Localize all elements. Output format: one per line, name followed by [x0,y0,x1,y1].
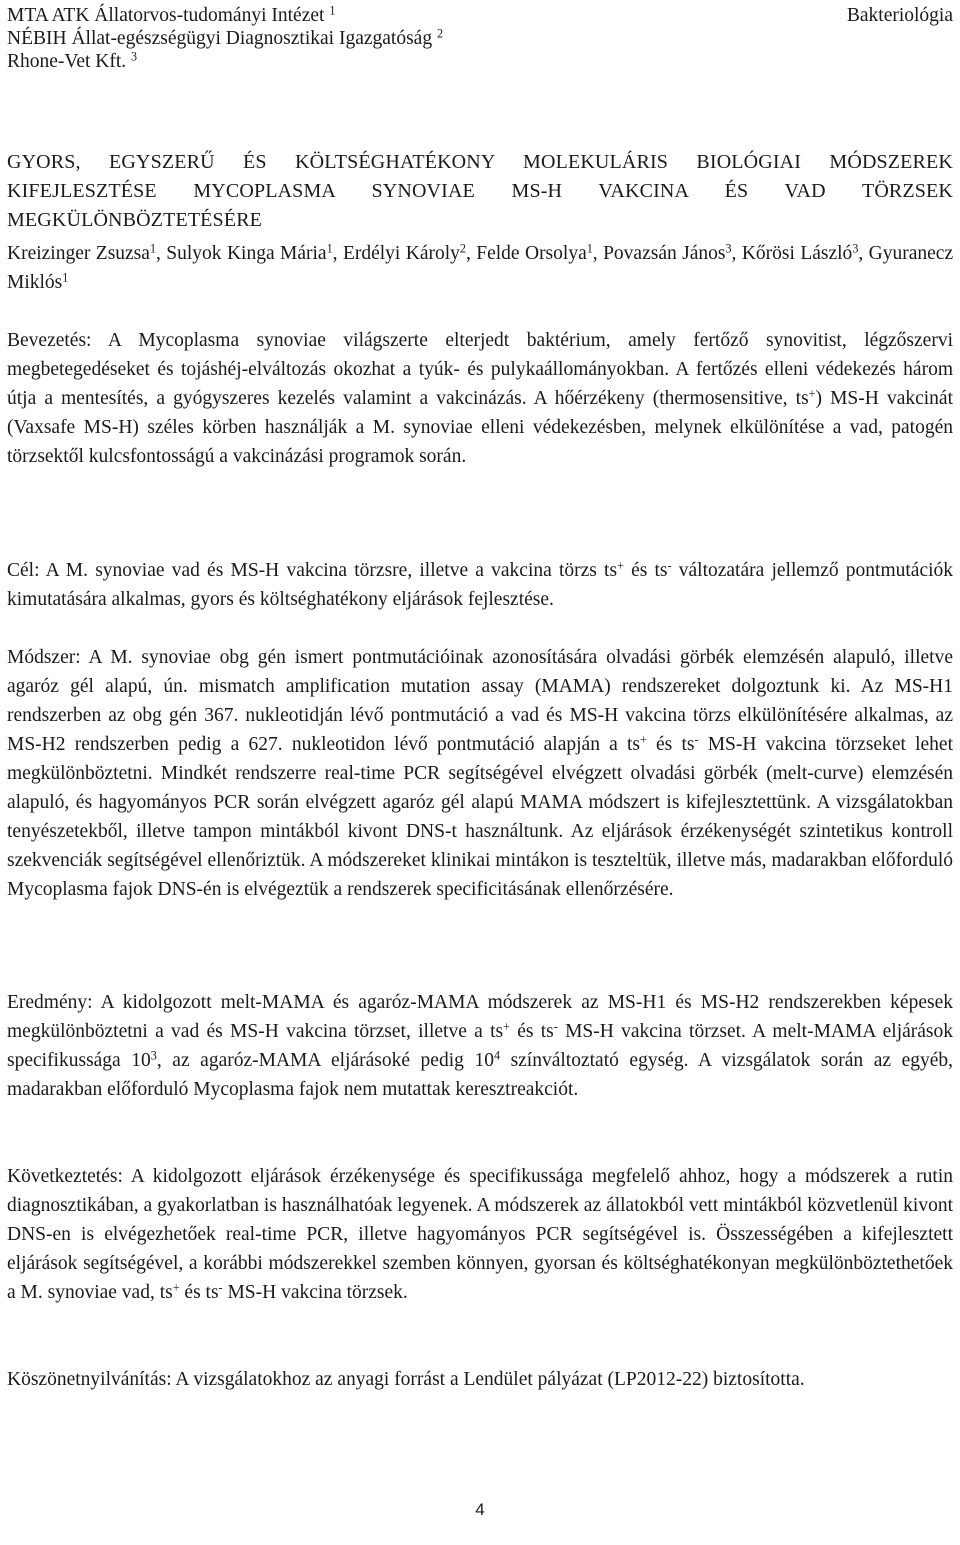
author-name: Sulyok Kinga Mária [166,243,327,264]
text-run: változatára jellemző pontmutációk kimutatására alkalmas, gyors és költséghatékony eljárások fejlesztése. [7,560,954,610]
author-separator: , [592,243,604,264]
acknowledgement-paragraph: Köszönetnyilvánítás: A vizsgálatokhoz az anyagi forrást a Lendület pályázat (LP2012-22) biztosította. [7,1369,805,1390]
author-separator: , [731,243,742,264]
text-run: , az agaróz-MAMA eljárásoké pedig 10 [156,1050,494,1071]
text-run: MS-H vakcina törzset. A melt-MAMA eljárások specifikussága 10 [7,1021,954,1071]
superscript: - [553,1019,558,1034]
text-run: és ts [509,1021,554,1042]
author-name: Povazsán János [603,243,726,264]
author-separator: , [858,243,869,264]
text-run: Következtetés: A kidolgozott eljárások érzékenysége és specifikussága megfelelő ahhoz, hogy a módszerek a rutin diagnosztikában, a gyakorlatban is használhatóak legyenek. A módszerek az állatokból vett mintákból közvetlenül kivont DNS-en is elvégezhetőek real-time PCR, illetve hagyományos PCR segítségével is. Összességében a kifejlesztett eljárások segítségével, a korábbi módszerekkel szemben könnyen, gyorsan és költséghatékonyan megkülönböztethetőek a M. synoviae vad, ts [7,1166,953,1303]
author-affiliation-mark: 2 [459,241,466,256]
superscript: + [172,1280,180,1295]
superscript: 4 [493,1048,500,1063]
author-name: Erdélyi Károly [342,243,460,264]
author-separator: , [155,243,167,264]
text-run: MS-H vakcina törzsek. [222,1282,408,1303]
affiliation-mark: 3 [131,49,138,64]
affiliation-name: NÉBIH Állat-egészségügyi Diagnosztikai Igazgatóság [7,28,433,49]
author-name: Kreizinger Zsuzsa [7,243,150,264]
superscript: 3 [150,1048,157,1063]
superscript: + [640,732,647,747]
page-header [7,4,953,73]
text-run: és ts [623,560,668,581]
superscript: + [617,558,624,573]
method-paragraph [7,643,953,904]
superscript: - [694,732,699,747]
affiliation-name: MTA ATK Állatorvos-tudományi Intézet [7,5,325,26]
text-run: és ts [646,734,695,755]
text-run: színváltoztató egység. A vizsgálatok során az egyéb, madarakban előforduló Mycoplasma fajok nem mutattak keresztreakciót. [7,1050,954,1100]
goal-paragraph [7,556,953,614]
superscript: + [808,386,816,401]
result-paragraph [7,988,953,1104]
text-run: és ts [179,1282,219,1303]
text-run: Bevezetés: A Mycoplasma synoviae világszerte elterjedt baktérium, amely fertőző synovitist, légzőszervi megbetegedéseket és tojáshéj-elváltozás okozhat a tyúk- és pulykaállományokban. A fertőzés elleni védekezés három útja a mentesítés, a gyógyszeres kezelés valamint a vakcinázás. A hőérzékeny (thermosensitive, ts [7,330,953,409]
author-separator: , [332,243,343,264]
author-affiliation-mark: 3 [852,241,859,256]
paper-title: GYORS, EGYSZERŰ ÉS KÖLTSÉGHATÉKONY MOLEKULÁRIS BIOLÓGIAI MÓDSZEREK KIFEJLESZTÉSE MYCOPLASMA SYNOVIAE MS-H VAKCINA ÉS VAD TÖRZSEK MEGKÜLÖNBÖZTETÉSÉRE [7,151,953,231]
affiliation-line [7,27,953,50]
superscript: + [503,1019,510,1034]
author-separator: , [465,243,477,264]
text-run: ) MS-H vakcinát (Vaxsafe MS-H) széles körben használják a M. synoviae elleni védekezésben, melynek elkülönítése a vad, patogén törzsektől kulcsfontosságú a vakcinázási programok során. [7,388,953,467]
text-run: MS-H vakcina törzseket lehet megkülönböztetni. Mindkét rendszerre real-time PCR segítségével elvégzett olvadási görbék (melt-curve) elemzésén alapuló, és hagyományos PCR során elvégzett agaróz gél alapú MAMA módszert is kifejlesztettünk. A vizsgálatokban tenyészetekből, illetve tampon mintákból kivont DNS-t használtunk. Az eljárások érzékenységét szintetikus kontroll szekvenciák segítségével ellenőriztük. A módszereket klinikai mintákon is teszteltük, illetve más, madarakban előforduló Mycoplasma fajok DNS-én is elvégeztük a rendszerek specificitásának ellenőrzésére. [7,734,953,900]
author-name: Gyuranecz Miklós [7,243,954,293]
author-list [7,239,953,297]
author-affiliation-mark: 1 [326,241,333,256]
text-run: Cél: A M. synoviae vad és MS-H vakcina törzsre, illetve a vakcina törzs ts [7,560,618,581]
author-name: Felde Orsolya [476,243,587,264]
affiliation-line [7,50,953,73]
author-affiliation-mark: 1 [62,270,69,285]
page-number: 4 [475,1500,485,1519]
field-label: Bakteriológia [846,5,953,26]
text-run: Módszer: A M. synoviae obg gén ismert pontmutációinak azonosítására olvadási görbék elemzésén alapuló, illetve agaróz gél alapú, ún. mismatch amplification mutation assay (MAMA) rendszereket dolgoztunk ki. Az MS-H1 rendszerben az obg gén 367. nukleotidján lévő pontmutáció a vad és MS-H vakcina törzs elkülönítésére alkalmas, az MS-H2 rendszerben pedig a 627. nukleotidon lévő pontmutáció alapján a ts [7,647,953,755]
author-affiliation-mark: 1 [586,241,593,256]
author-name: Kőrösi László [741,243,853,264]
superscript: - [218,1280,223,1295]
affiliation-mark: 2 [436,26,443,41]
intro-paragraph [7,326,953,471]
affiliation-name: Rhone-Vet Kft. [7,51,127,72]
text-run: Eredmény: A kidolgozott melt-MAMA és agaróz-MAMA módszerek az MS-H1 és MS-H2 rendszerekben képesek megkülönböztetni a vad és MS-H vakcina törzset, illetve a ts [7,992,953,1042]
superscript: - [667,558,672,573]
conclusion-paragraph [7,1162,953,1307]
affiliation-mark: 1 [329,3,336,18]
author-affiliation-mark: 3 [725,241,732,256]
affiliation-line [7,4,953,27]
author-affiliation-mark: 1 [149,241,156,256]
